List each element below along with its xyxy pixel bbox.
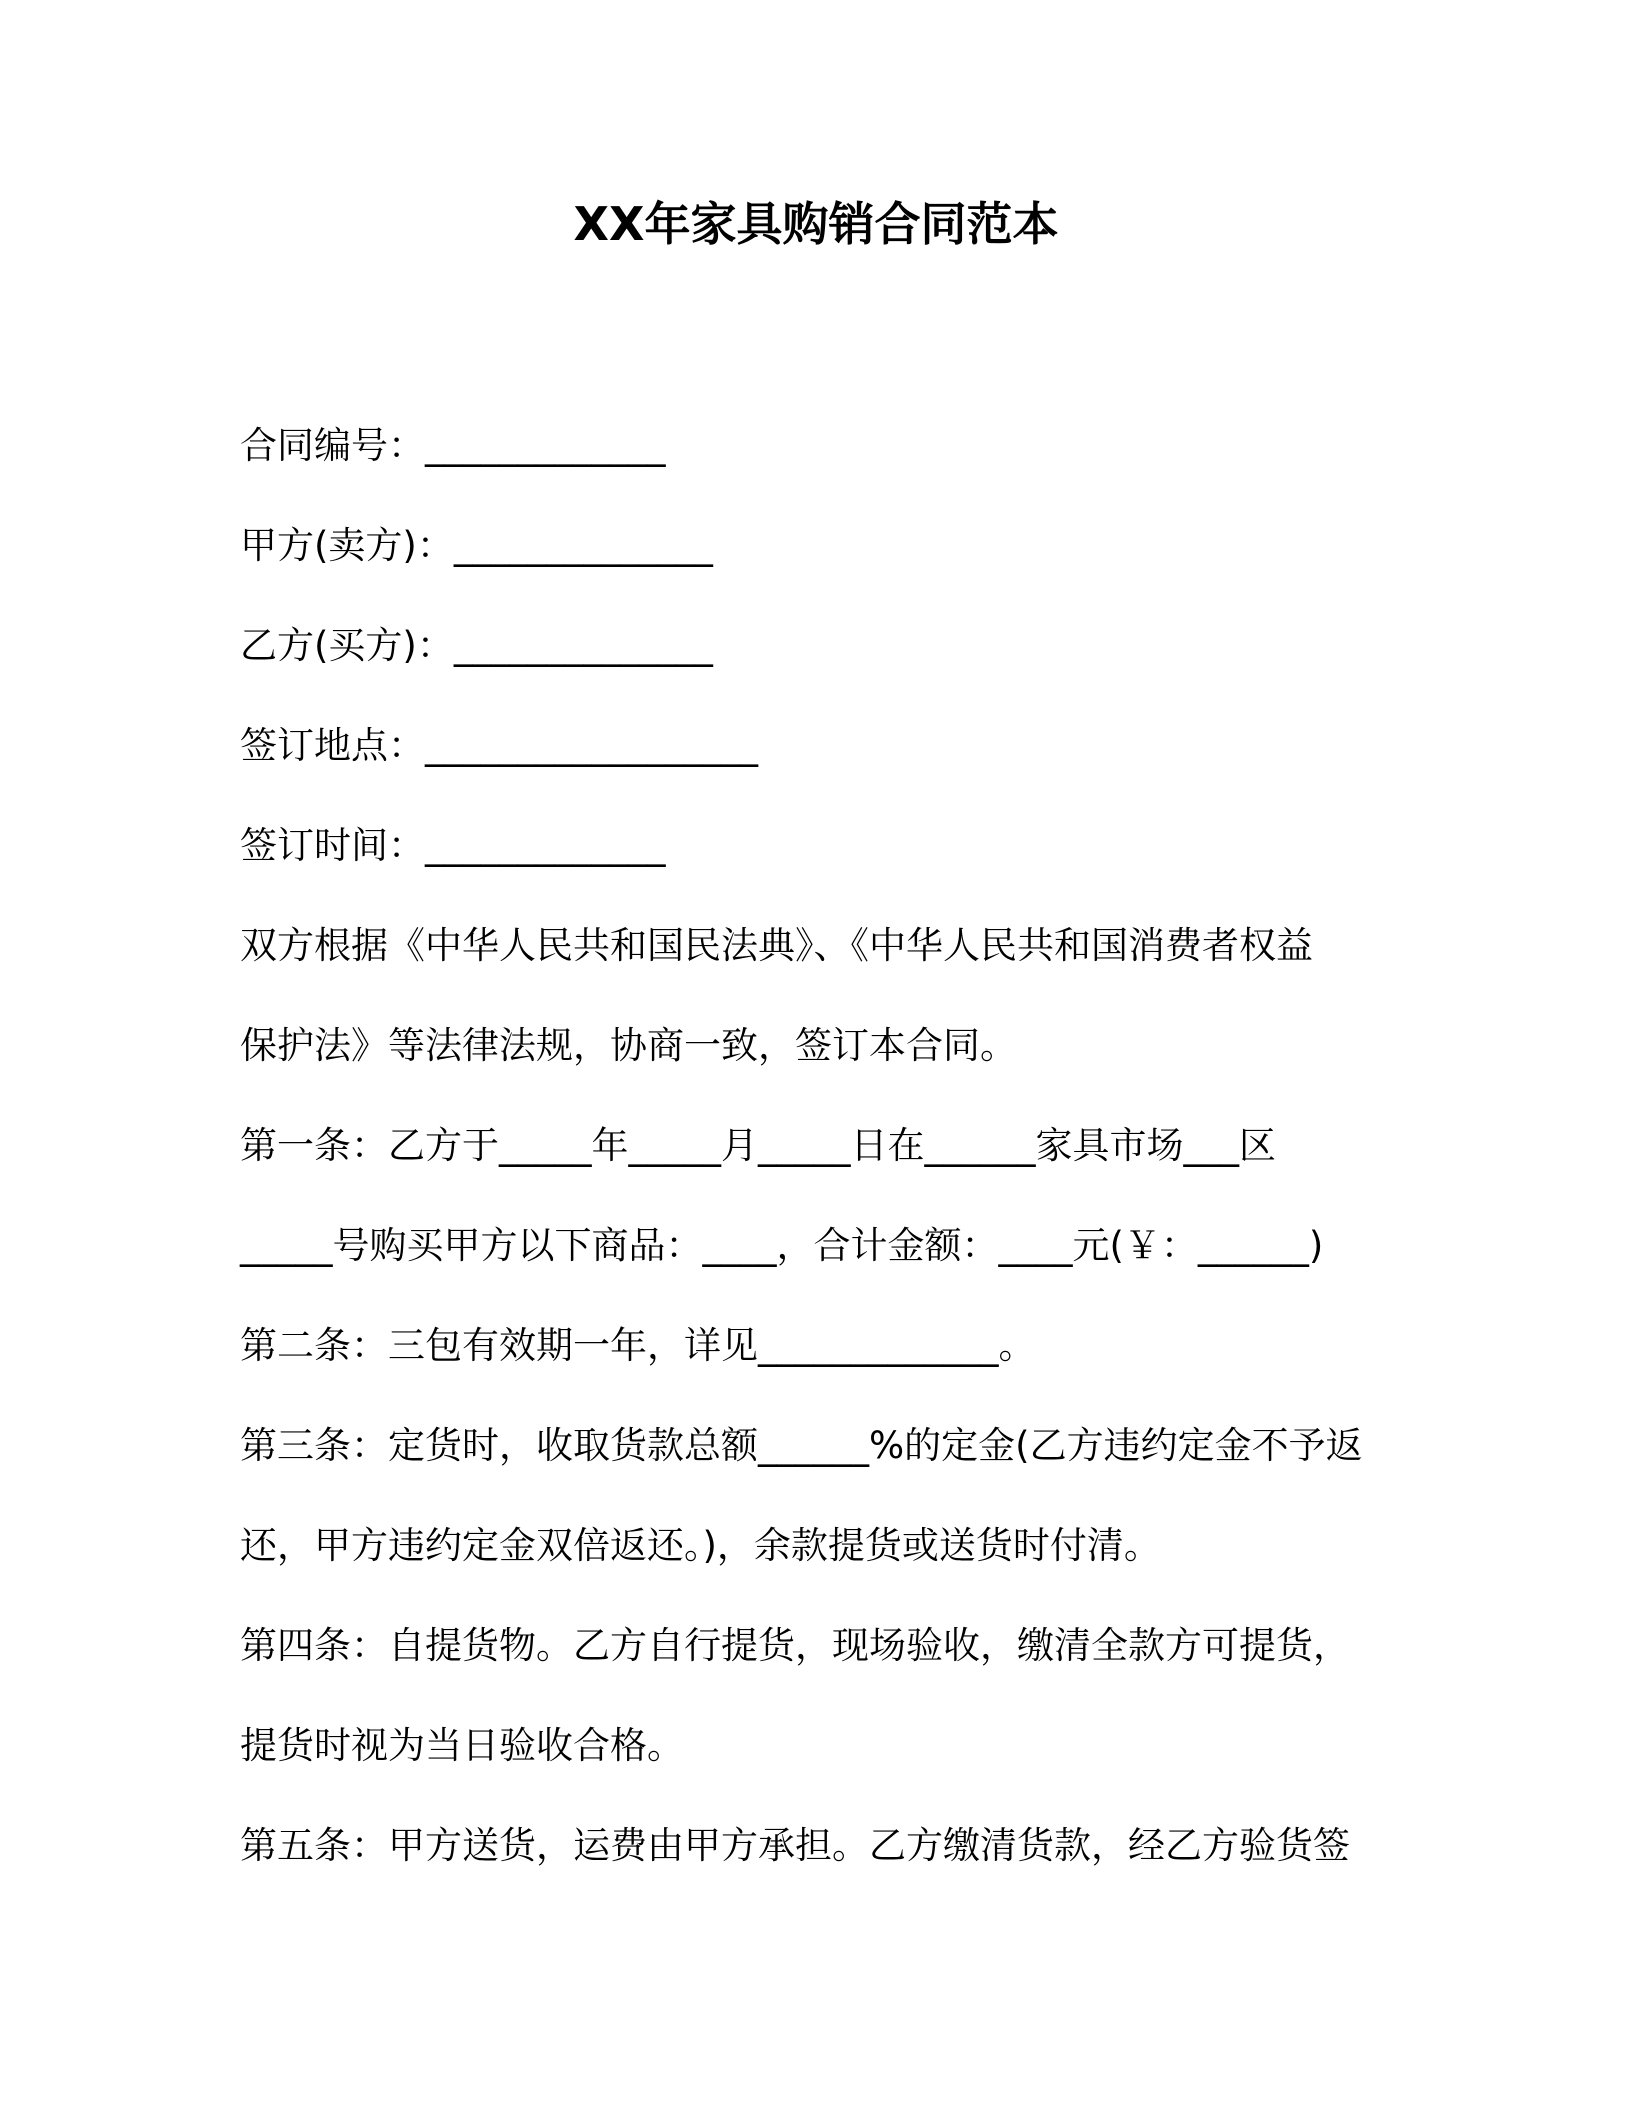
article-3-line: 还，甲方违约定金双倍返还。)，余款提货或送货时付清。 xyxy=(240,1524,1161,1567)
article-2-line: 第二条：三包有效期一年，详见_____________。 xyxy=(240,1324,1036,1367)
body-line: 保护法》等法律法规，协商一致，签订本合同。 xyxy=(240,1024,1017,1067)
field-party-b: 乙方(买方)：______________ xyxy=(240,624,713,667)
article-4-line: 第四条：自提货物。乙方自行提货，现场验收，缴清全款方可提货， xyxy=(240,1624,1350,1667)
field-party-a: 甲方(卖方)：______________ xyxy=(240,524,713,567)
article-1-line: _____号购买甲方以下商品：____，合计金额：____元(￥：______) xyxy=(240,1224,1324,1267)
body-line: 双方根据《中华人民共和国民法典》、《中华人民共和国消费者权益 xyxy=(240,924,1313,967)
document-title: XX年家具购销合同范本 xyxy=(573,197,1059,251)
article-3-line: 第三条：定货时，收取货款总额______%的定金(乙方违约定金不予返 xyxy=(240,1424,1363,1467)
article-1-line: 第一条：乙方于_____年_____月_____日在______家具市场___区 xyxy=(240,1124,1276,1167)
article-5-line: 第五条：甲方送货，运费由甲方承担。乙方缴清货款，经乙方验货签 xyxy=(240,1824,1350,1867)
field-contract-number: 合同编号：_____________ xyxy=(240,424,666,467)
field-signing-time: 签订时间：_____________ xyxy=(240,824,666,867)
article-4-line: 提货时视为当日验收合格。 xyxy=(240,1724,684,1767)
field-signing-place: 签订地点：__________________ xyxy=(240,724,758,767)
